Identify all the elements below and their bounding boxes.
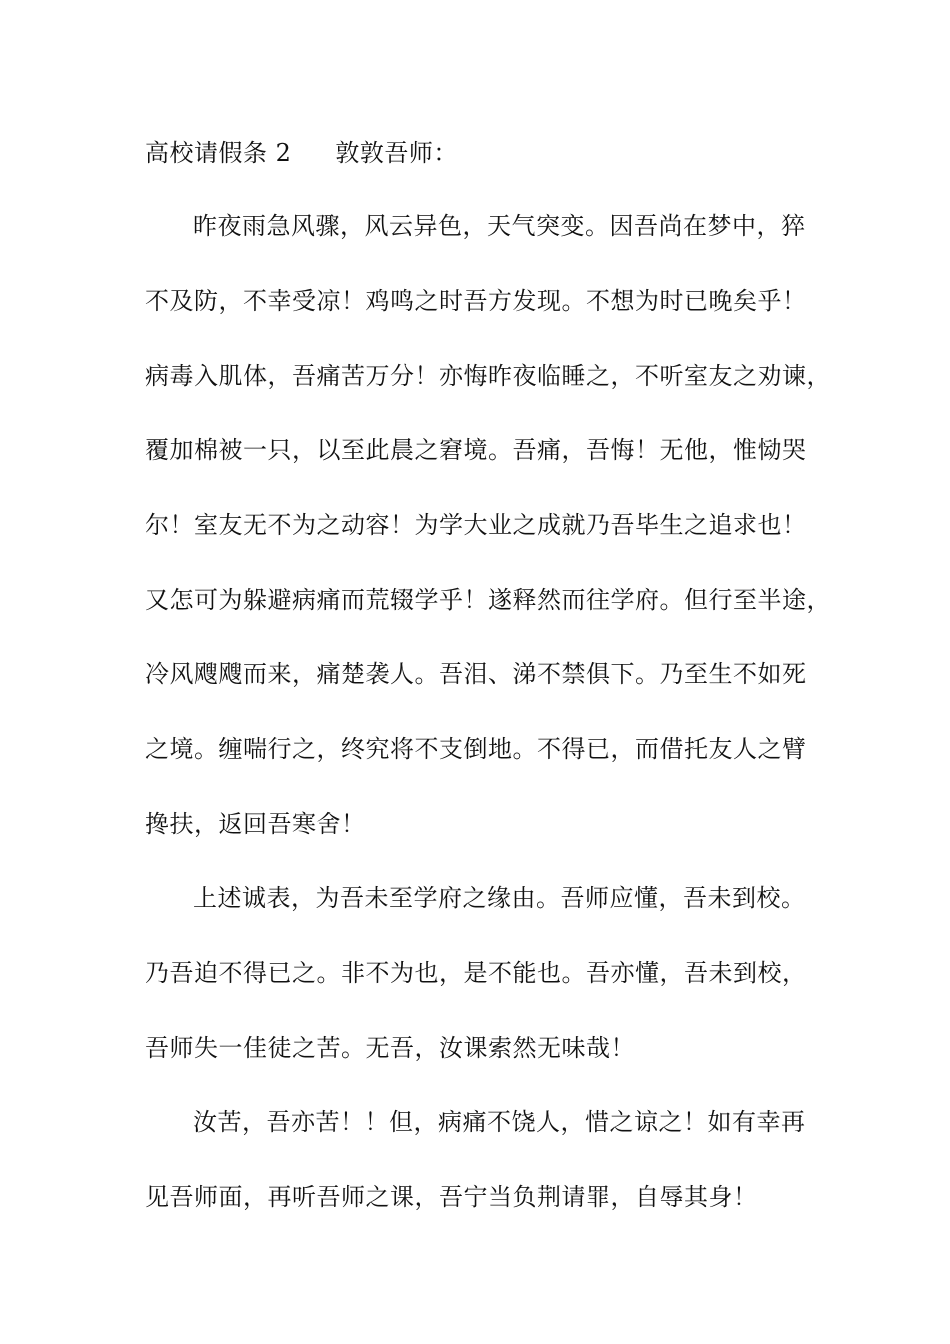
- paragraph-line: 不及防，不幸受凉！鸡鸣之时吾方发现。不想为时已晚矣乎！: [145, 287, 807, 315]
- paragraph-line: 之境。缠喘行之，终究将不支倒地。不得已，而借托友人之臂: [145, 735, 807, 763]
- paragraph-line: 吾师失一佳徒之苦。无吾，汝课索然无味哉！: [145, 1034, 635, 1062]
- paragraph-line: 乃吾迫不得已之。非不为也，是不能也。吾亦懂，吾未到校，: [145, 959, 807, 987]
- paragraph-line: 又怎可为躲避病痛而荒辍学乎！遂释然而往学府。但行至半途，: [145, 586, 831, 614]
- paragraph-line: 昨夜雨急风骤，风云异色，天气突变。因吾尚在梦中，猝: [193, 212, 806, 240]
- heading-line: [145, 137, 458, 169]
- paragraph-line: 覆加棉被一只，以至此晨之窘境。吾痛，吾悔！无他，惟恸哭: [145, 436, 807, 464]
- salutation: 敦敦吾师：: [335, 139, 458, 167]
- paragraph-line: 汝苦，吾亦苦！！但，病痛不饶人，惜之谅之！如有幸再: [193, 1108, 806, 1136]
- paragraph-line: 病毒入肌体，吾痛苦万分！亦悔昨夜临睡之，不听室友之劝谏，: [145, 362, 831, 390]
- document-title: 高校请假条 2: [145, 139, 292, 167]
- paragraph-line: 冷风飕飕而来，痛楚袭人。吾泪、涕不禁俱下。乃至生不如死: [145, 660, 807, 688]
- paragraph-line: 见吾师面，再听吾师之课，吾宁当负荆请罪，自辱其身！: [145, 1183, 758, 1211]
- paragraph-line: 尔！室友无不为之动容！为学大业之成就乃吾毕生之追求也！: [145, 511, 807, 539]
- paragraph-line: 搀扶，返回吾寒舍！: [145, 810, 366, 838]
- paragraph-line: 上述诚表，为吾未至学府之缘由。吾师应懂，吾未到校。: [193, 884, 806, 912]
